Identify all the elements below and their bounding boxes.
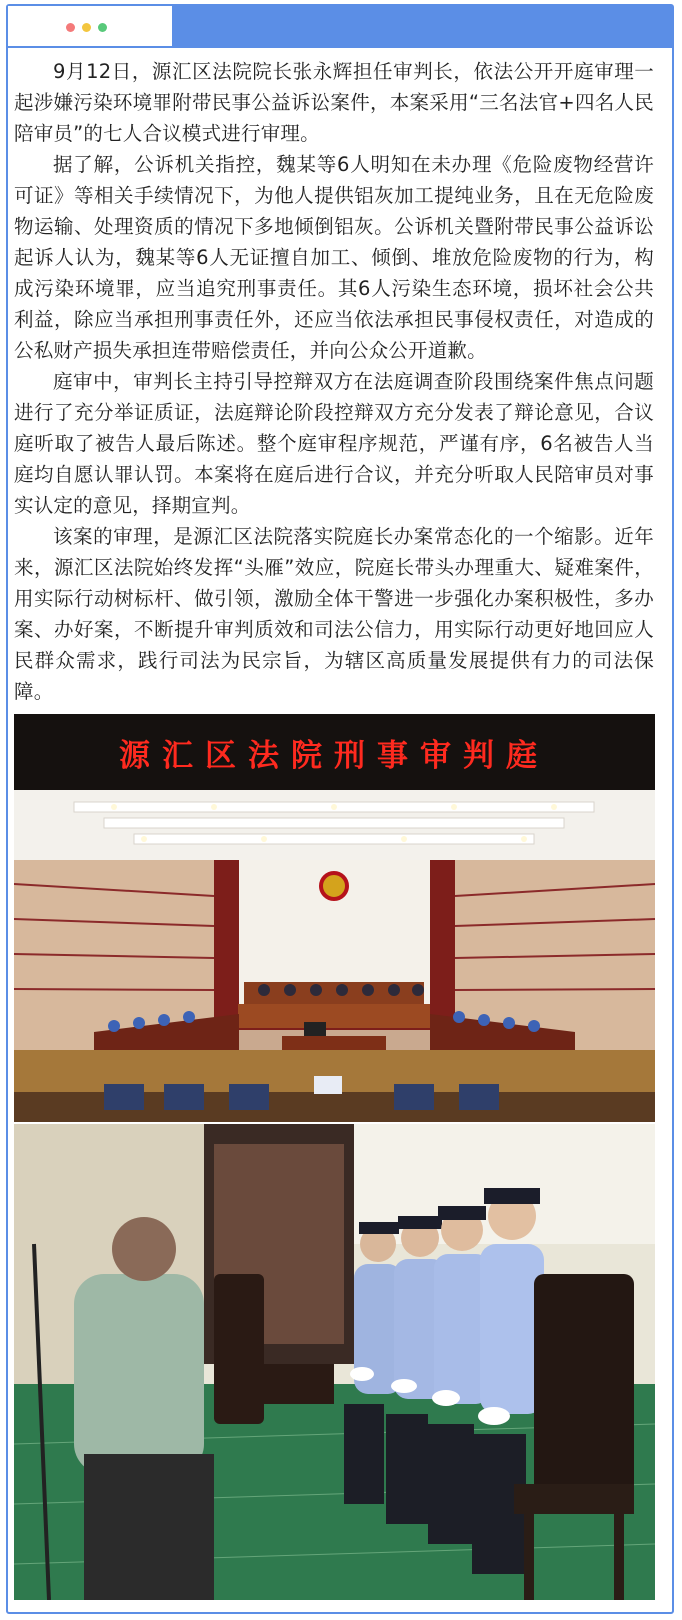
national-emblem-icon <box>321 873 347 899</box>
paragraph: 该案的审理，是源汇区法院落实院庭长办案常态化的一个缩影。近年来，源汇区法院始终发挥“头雁”效应，院庭长带头办理重大、疑难案件，用实际行动树标杆、做引领，激励全体干警进一步强化办案积极性，多办案、办好案，不断提升审判质效和司法公信力，用实际行动更好地回应人民群众需求，践行司法为民宗旨，为辖区高质量发展提供有力的司法保障。 <box>14 525 654 703</box>
yellow-dot-icon <box>82 23 91 32</box>
window-title-bar <box>8 6 672 48</box>
paragraph: 庭审中，审判长主持引导控辩双方在法庭调查阶段围绕案件焦点问题进行了充分举证质证，法庭辩论阶段控辩双方充分发表了辩论意见，合议庭听取了被告人最后陈述。整个庭审程序规范，严谨有序，6名被告人当庭均自愿认罪认罚。本案将在庭后进行合议，并充分听取人民陪审员对事实认定的意见，择期宣判。 <box>14 370 654 517</box>
green-dot-icon <box>98 23 107 32</box>
court-sign-text: 源汇区法院刑事审判庭 <box>119 738 549 774</box>
bailiffs-seated-photo <box>14 1124 655 1600</box>
red-dot-icon <box>66 23 75 32</box>
courtroom-photo <box>14 714 655 1122</box>
paragraph: 据了解，公诉机关指控，魏某等6人明知在未办理《危险废物经营许可证》等相关手续情况下，为他人提供铝灰加工提纯业务，且在无危险废物运输、处理资质的情况下多地倾倒铝灰。公诉机关暨附带民事公益诉讼起诉人认为，魏某等6人无证擅自加工、倾倒、堆放危险废物的行为，构成污染环境罪，应当追究刑事责任。其6人污染生态环境，损坏社会公共利益，除应当承担刑事责任外，还应当依法承担民事侵权责任，对造成的公私财产损失承担连带赔偿责任，并向公众公开道歉。 <box>14 153 654 362</box>
article-body <box>14 56 654 707</box>
window-tab <box>8 6 174 48</box>
paragraph: 9月12日，源汇区法院院长张永辉担任审判长，依法公开开庭审理一起涉嫌污染环境罪附带民事公益诉讼案件，本案采用“三名法官+四名人民陪审员”的七人合议模式进行审理。 <box>14 60 654 145</box>
